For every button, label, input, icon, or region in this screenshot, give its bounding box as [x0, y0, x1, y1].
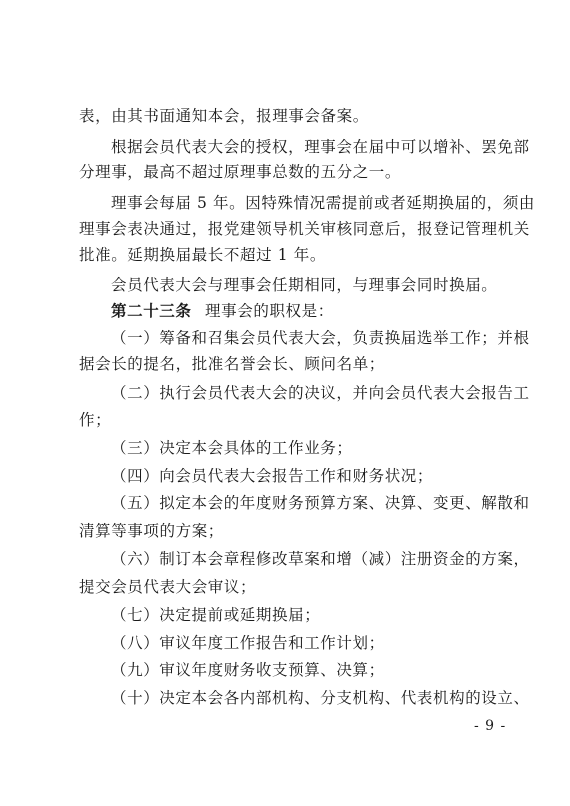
article-heading-line: [111, 300, 531, 322]
page-number: - 9 -: [474, 718, 507, 734]
text-line-6: 批准。延期换届最长不超过 1 年。: [79, 246, 326, 264]
clause-1-line-1: （一）筹备和召集会员代表大会，负责换届选举工作；并根: [111, 329, 530, 347]
clause-5-line-1: （五）拟定本会的年度财务预算方案、决算、变更、解散和: [111, 494, 530, 512]
clause-10-line-1: （十）决定本会各内部机构、分支机构、代表机构的设立、: [111, 689, 530, 707]
clause-7: （七）决定提前或延期换届；: [111, 606, 321, 624]
clause-2-line-2: 作；: [79, 411, 112, 429]
clause-5-line-2: 清算等事项的方案；: [79, 522, 224, 540]
clause-6-line-1: （六）制订本会章程修改草案和增（减）注册资金的方案，: [111, 550, 530, 568]
text-line-4: 理事会每届 5 年。因特殊情况需提前或者延期换届的，须由: [111, 194, 536, 212]
clause-1-line-2: 据会长的提名，批准名誉会长、顾问名单；: [79, 355, 385, 373]
clause-8: （八）审议年度工作报告和工作计划；: [111, 634, 385, 652]
text-line-5: 理事会表决通过，报党建领导机关审核同意后，报登记管理机关: [79, 220, 530, 238]
clause-6-line-2: 提交会员代表大会审议；: [79, 578, 257, 596]
text-line-2: 根据会员代表大会的授权，理事会在届中可以增补、罢免部: [111, 138, 530, 156]
text-line-1: 表，由其书面通知本会，报理事会备案。: [79, 107, 369, 125]
article-lead-text: 理事会的职权是：: [205, 302, 334, 320]
clause-9: （九）审议年度财务收支预算、决算；: [111, 661, 385, 679]
clause-2-line-1: （二）执行会员代表大会的决议，并向会员代表大会报告工: [111, 384, 530, 402]
text-line-7: 会员代表大会与理事会任期相同，与理事会同时换届。: [111, 276, 498, 294]
clause-4: （四）向会员代表大会报告工作和财务状况；: [111, 467, 434, 485]
clause-3: （三）决定本会具体的工作业务；: [111, 439, 353, 457]
article-number: 第二十三条: [111, 301, 192, 320]
text-line-3: 分理事，最高不超过原理事总数的五分之一。: [79, 163, 402, 181]
